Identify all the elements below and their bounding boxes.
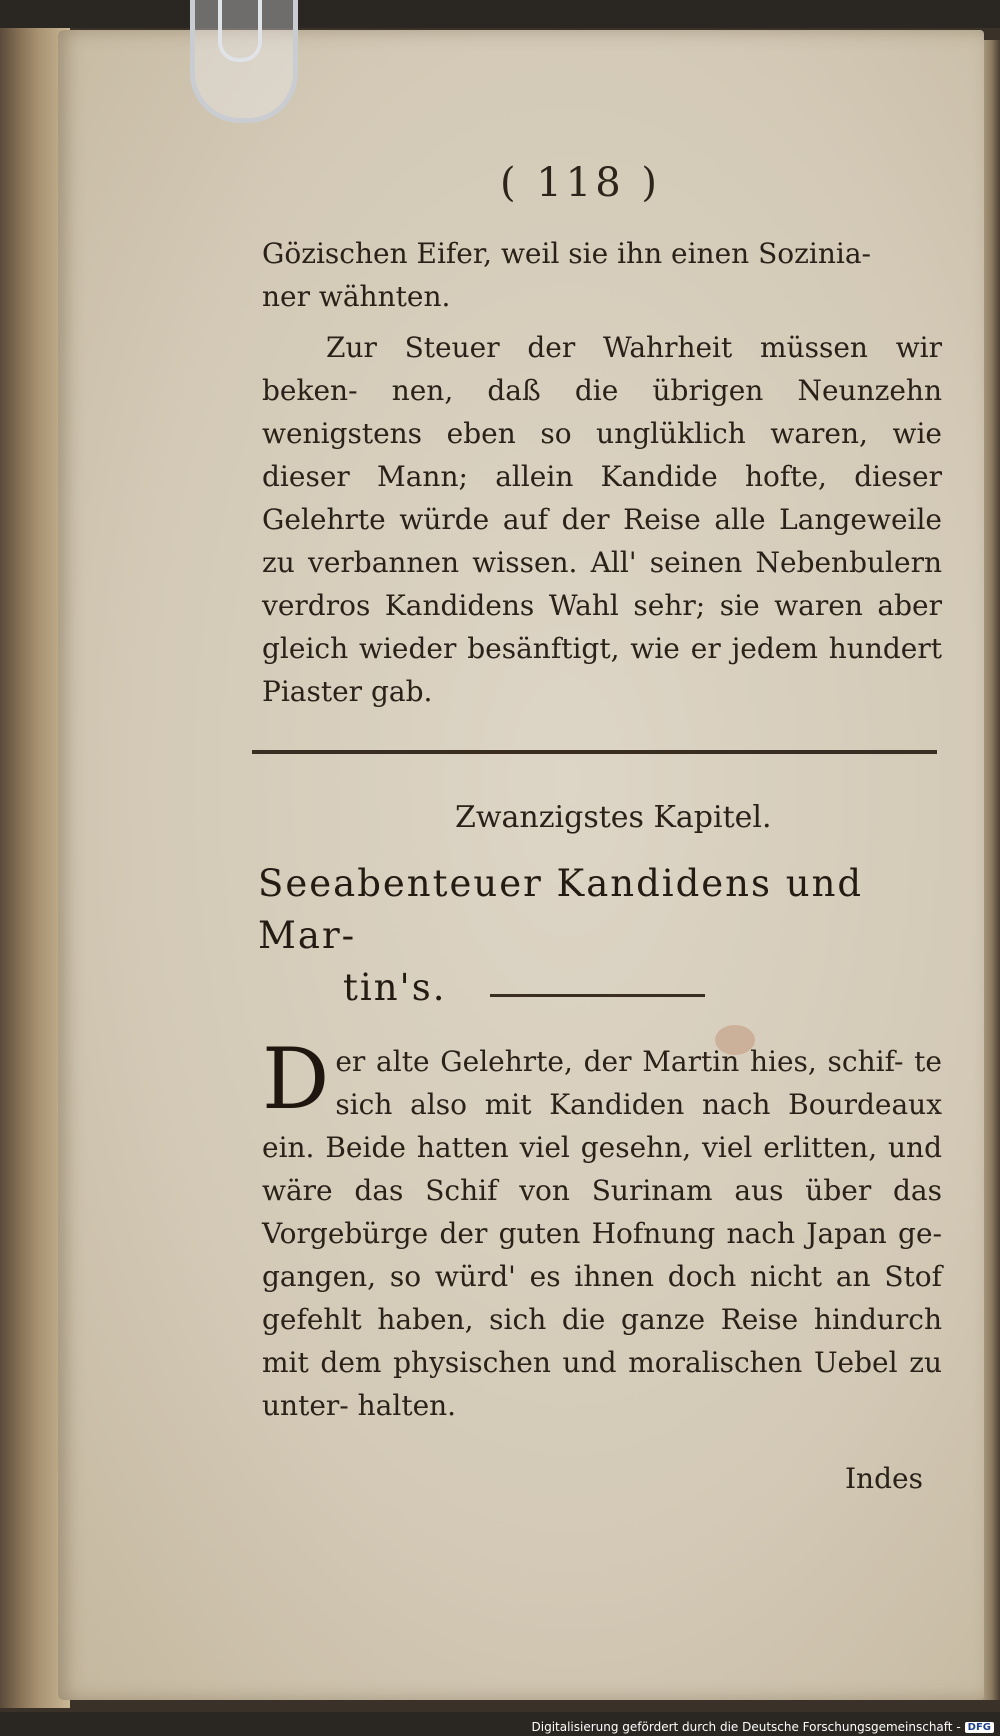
dfg-logo: DFG <box>965 1722 994 1733</box>
paragraph-text: er alte Gelehrte, der Martin hies, schif- te sich also mit Kandiden nach Bourdeaux ein. Beide hatten viel gesehn, viel erlitten, und wäre das Schif von Surinam aus über das Vorgebürge der guten Hofnung nach Japan ge- gangen, so würd' es ihnen doch nicht an Stof gefehlt haben, sich die ganze Reise hindurch mit dem physischen und moralischen Uebel zu unter- halten. <box>262 1045 942 1422</box>
paper-clip-inner-loop <box>218 0 262 62</box>
drop-cap: D <box>262 1030 330 1128</box>
title-underline <box>490 994 705 997</box>
digitization-footer <box>532 1720 995 1734</box>
paragraph-block <box>262 326 942 713</box>
section-divider <box>252 750 937 754</box>
chapter-body <box>262 1030 942 1427</box>
chapter-title <box>258 858 948 1014</box>
footer-text: Digitalisierung gefördert durch die Deutsche Forschungsgemeinschaft - <box>531 1720 961 1734</box>
paragraph-text: Zur Steuer der Wahrheit müssen wir beken- nen, daß die übrigen Neunzehn wenigstens eben so unglüklich waren, wie dieser Mann; allein Kandide hofte, dieser Gelehrte würde auf der Reise alle Langeweile zu verbannen wissen. All' seinen Nebenbulern verdros Kandidens Wahl sehr; sie waren aber gleich wieder besänftigt, wie er jedem hundert Piaster gab. <box>262 331 942 708</box>
chapter-title-line: Seeabenteuer Kandidens und Mar- <box>258 862 864 957</box>
catchword: Indes <box>845 1462 923 1495</box>
paragraph-continuation <box>262 232 942 318</box>
chapter-title-line: tin's. <box>343 966 447 1009</box>
page-number: ( 118 ) <box>500 160 661 206</box>
chapter-label: Zwanzigstes Kapitel. <box>455 800 772 835</box>
text-line: ner wähnten. <box>262 280 451 313</box>
text-line: Gözischen Eifer, weil sie ihn einen Sozinia- <box>262 237 871 270</box>
